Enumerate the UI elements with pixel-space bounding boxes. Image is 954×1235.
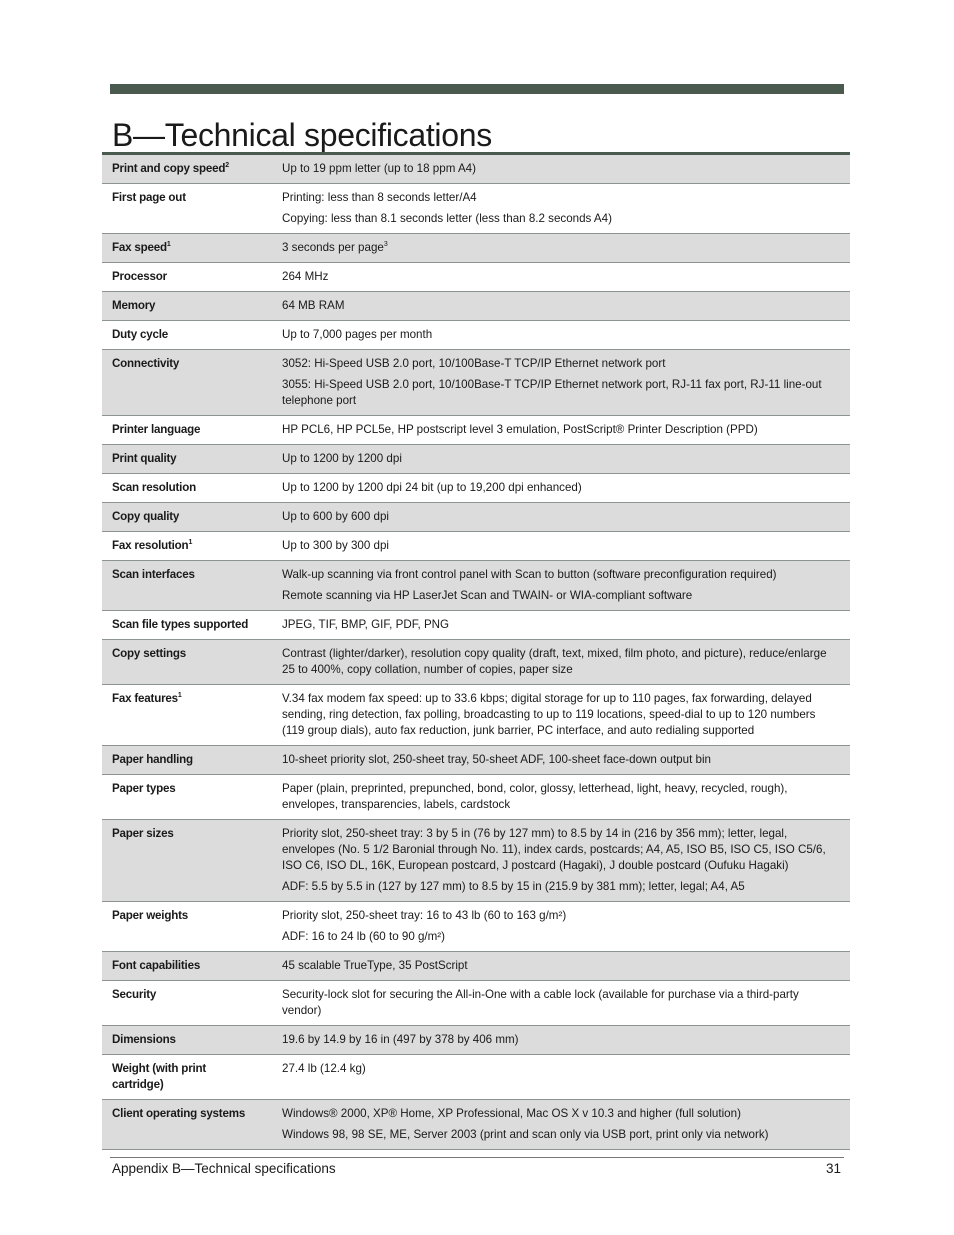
spec-value-text: Up to 1200 by 1200 dpi 24 bit (up to 19,200 dpi enhanced) (282, 481, 582, 494)
spec-value-text: 19.6 by 14.9 by 16 in (497 by 378 by 406 mm) (282, 1033, 519, 1046)
spec-label (102, 640, 266, 685)
footer-section-title: Appendix B—Technical specifications (112, 1161, 336, 1176)
spec-label (102, 820, 266, 902)
spec-value-line (282, 958, 838, 974)
spec-value-line (282, 588, 838, 604)
spec-label (102, 1026, 266, 1055)
spec-row (102, 775, 850, 820)
page-title: B—Technical specifications (112, 117, 492, 154)
spec-value (266, 746, 850, 775)
spec-value (266, 184, 850, 234)
spec-label (102, 350, 266, 416)
spec-value-text: Up to 600 by 600 dpi (282, 510, 389, 523)
spec-label-text: Client operating systems (112, 1107, 246, 1120)
spec-value-text: Up to 7,000 pages per month (282, 328, 433, 341)
spec-label-text: First page out (112, 191, 186, 204)
spec-value-line (282, 480, 838, 496)
spec-value-text: ADF: 5.5 by 5.5 in (127 by 127 mm) to 8.5 by 15 in (215.9 by 381 mm); letter, legal; A4, A5 (282, 880, 745, 893)
spec-value-text: 27.4 lb (12.4 kg) (282, 1062, 366, 1075)
spec-value-text: Security-lock slot for securing the All-in-One with a cable lock (available for purchase via a third-party vendor) (282, 988, 799, 1017)
spec-value-line (282, 567, 838, 583)
spec-row (102, 292, 850, 321)
page-number: 31 (825, 1161, 841, 1176)
spec-row (102, 474, 850, 503)
spec-value-line (282, 781, 838, 813)
spec-row (102, 503, 850, 532)
spec-value-line (282, 377, 838, 409)
footnote-marker: 1 (188, 539, 193, 547)
spec-row (102, 820, 850, 902)
spec-value (266, 503, 850, 532)
spec-label-text: Scan interfaces (112, 568, 195, 581)
spec-value-text: JPEG, TIF, BMP, GIF, PDF, PNG (282, 618, 450, 631)
spec-value-text: Paper (plain, preprinted, prepunched, bond, color, glossy, letterhead, light, heavy, recycled, rough), envelopes, transparencies, labels, cardstock (282, 782, 788, 811)
spec-row (102, 416, 850, 445)
spec-row (102, 263, 850, 292)
spec-value-text: 64 MB RAM (282, 299, 345, 312)
spec-value-line (282, 161, 838, 177)
spec-label-text: Processor (112, 270, 167, 283)
spec-row (102, 981, 850, 1026)
spec-label (102, 561, 266, 611)
spec-label (102, 416, 266, 445)
spec-row (102, 532, 850, 561)
spec-value-text: 10-sheet priority slot, 250-sheet tray, 50-sheet ADF, 100-sheet face-down output bin (282, 753, 711, 766)
spec-value-text: Contrast (lighter/darker), resolution copy quality (draft, text, mixed, film photo, and picture), reduce/enlarge 25 to 400%, copy collation, number of copies, paper size (282, 647, 827, 676)
footer-rule (110, 1157, 844, 1158)
spec-value-text: 264 MHz (282, 270, 329, 283)
spec-row (102, 184, 850, 234)
title-rule (110, 84, 844, 94)
spec-value (266, 532, 850, 561)
spec-value (266, 902, 850, 952)
spec-row (102, 640, 850, 685)
spec-label-text: Paper weights (112, 909, 189, 922)
spec-table-body (102, 154, 850, 1150)
spec-label (102, 952, 266, 981)
spec-label (102, 292, 266, 321)
spec-value-line (282, 617, 838, 633)
spec-label (102, 474, 266, 503)
spec-label (102, 902, 266, 952)
spec-label (102, 1100, 266, 1150)
spec-label-text: Connectivity (112, 357, 180, 370)
spec-row (102, 611, 850, 640)
spec-label (102, 503, 266, 532)
spec-row (102, 445, 850, 474)
spec-value-text: Priority slot, 250-sheet tray: 3 by 5 in (76 by 127 mm) to 8.5 by 14 in (216 by 356 mm); letter, legal, envelopes (No. 5 1/2 Baronial through No. 11), index cards, postcards; A4, A5, ISO B5, ISO C5, ISO C5/6, ISO C6, ISO DL, 16K, European postcard, J postcard (Hagaki), J double postcard (Oufuku Hagaki) (282, 827, 826, 872)
spec-value-line (282, 752, 838, 768)
spec-row (102, 902, 850, 952)
spec-row (102, 746, 850, 775)
spec-row (102, 1026, 850, 1055)
spec-label (102, 184, 266, 234)
spec-value-line (282, 190, 838, 206)
spec-label-text: Duty cycle (112, 328, 168, 341)
spec-value-text: Printing: less than 8 seconds letter/A4 (282, 191, 477, 204)
spec-value (266, 416, 850, 445)
spec-label (102, 685, 266, 746)
spec-value (266, 640, 850, 685)
spec-value-line (282, 646, 838, 678)
spec-label-text: Copy quality (112, 510, 180, 523)
spec-value-line (282, 422, 838, 438)
spec-label-text: Scan file types supported (112, 618, 249, 631)
spec-label-text: Fax speed (112, 241, 167, 254)
spec-value-line (282, 1106, 838, 1122)
spec-label-text: Paper types (112, 782, 176, 795)
spec-value-text: ADF: 16 to 24 lb (60 to 90 g/m²) (282, 930, 446, 943)
spec-value-line (282, 509, 838, 525)
spec-value-text: V.34 fax modem fax speed: up to 33.6 kbps; digital storage for up to 110 pages, fax forwarding, delayed sending, ring detection, fax polling, broadcasting to up to 119 locations, speed-dial to up to 120 numbers (119 group dials), auto fax reduction, junk barrier, PC interface, and auto redialing supported (282, 692, 816, 737)
spec-value-text: Copying: less than 8.1 seconds letter (less than 8.2 seconds A4) (282, 212, 612, 225)
spec-value-line (282, 691, 838, 739)
spec-label-text: Weight (with print cartridge) (112, 1062, 207, 1091)
spec-value (266, 292, 850, 321)
spec-label (102, 154, 266, 184)
spec-label-text: Memory (112, 299, 156, 312)
spec-value-text: 3 seconds per page (282, 241, 384, 254)
spec-label-text: Font capabilities (112, 959, 201, 972)
spec-row (102, 952, 850, 981)
spec-value-line (282, 987, 838, 1019)
spec-value (266, 1055, 850, 1100)
spec-value-text: 3055: Hi-Speed USB 2.0 port, 10/100Base-T TCP/IP Ethernet network port, RJ-11 fax port, RJ-11 line-out telephone port (282, 378, 822, 407)
spec-value (266, 321, 850, 350)
spec-row (102, 1055, 850, 1100)
spec-value (266, 474, 850, 503)
spec-value (266, 685, 850, 746)
spec-value-line (282, 327, 838, 343)
spec-value (266, 154, 850, 184)
spec-label (102, 775, 266, 820)
spec-value-line (282, 240, 838, 256)
spec-row (102, 561, 850, 611)
spec-label-text: Fax features (112, 692, 178, 705)
spec-value-line (282, 1032, 838, 1048)
spec-value-line (282, 538, 838, 554)
spec-label-text: Scan resolution (112, 481, 196, 494)
spec-value-line (282, 269, 838, 285)
spec-value-text: Priority slot, 250-sheet tray: 16 to 43 lb (60 to 163 g/m²) (282, 909, 567, 922)
spec-label (102, 746, 266, 775)
footnote-marker: 1 (166, 241, 171, 249)
spec-label-text: Print quality (112, 452, 177, 465)
spec-value (266, 350, 850, 416)
spec-value (266, 1026, 850, 1055)
spec-value (266, 1100, 850, 1150)
spec-label-text: Printer language (112, 423, 201, 436)
spec-value-text: Windows® 2000, XP® Home, XP Professional, Mac OS X v 10.3 and higher (full solution) (282, 1107, 741, 1120)
spec-value-text: 3052: Hi-Speed USB 2.0 port, 10/100Base-T TCP/IP Ethernet network port (282, 357, 666, 370)
spec-label-text: Print and copy speed (112, 162, 226, 175)
spec-label (102, 445, 266, 474)
spec-value (266, 234, 850, 263)
spec-row (102, 1100, 850, 1150)
spec-value (266, 775, 850, 820)
spec-label-text: Security (112, 988, 157, 1001)
spec-value-text: Up to 300 by 300 dpi (282, 539, 389, 552)
footnote-marker: 2 (225, 162, 229, 170)
spec-value-line (282, 298, 838, 314)
spec-value-line (282, 1127, 838, 1143)
spec-value-line (282, 879, 838, 895)
spec-row (102, 350, 850, 416)
spec-label-text: Dimensions (112, 1033, 176, 1046)
spec-value-text: Up to 1200 by 1200 dpi (282, 452, 402, 465)
spec-value-line (282, 826, 838, 874)
spec-label (102, 532, 266, 561)
spec-value-line (282, 451, 838, 467)
footnote-marker: 3 (383, 241, 388, 249)
spec-label-text: Fax resolution (112, 539, 189, 552)
spec-label-text: Copy settings (112, 647, 187, 660)
spec-value-text: Windows 98, 98 SE, ME, Server 2003 (print and scan only via USB port, print only via network) (282, 1128, 769, 1141)
spec-value (266, 611, 850, 640)
spec-label (102, 234, 266, 263)
spec-label (102, 1055, 266, 1100)
spec-value (266, 263, 850, 292)
spec-value (266, 820, 850, 902)
spec-row (102, 321, 850, 350)
footnote-marker: 1 (177, 692, 182, 700)
spec-row (102, 154, 850, 184)
spec-value-text: Up to 19 ppm letter (up to 18 ppm A4) (282, 162, 476, 175)
spec-label (102, 611, 266, 640)
spec-label-text: Paper handling (112, 753, 193, 766)
spec-value-line (282, 1061, 838, 1077)
spec-label (102, 321, 266, 350)
spec-value-text: Walk-up scanning via front control panel with Scan to button (software preconfiguration required) (282, 568, 777, 581)
spec-label (102, 263, 266, 292)
spec-value (266, 981, 850, 1026)
spec-value-text: 45 scalable TrueType, 35 PostScript (282, 959, 468, 972)
spec-value-line (282, 356, 838, 372)
spec-label-text: Paper sizes (112, 827, 174, 840)
spec-value-text: Remote scanning via HP LaserJet Scan and TWAIN- or WIA-compliant software (282, 589, 693, 602)
spec-row (102, 685, 850, 746)
spec-value (266, 445, 850, 474)
spec-value (266, 561, 850, 611)
spec-value-line (282, 211, 838, 227)
spec-table (102, 152, 850, 1150)
spec-row (102, 234, 850, 263)
spec-label (102, 981, 266, 1026)
spec-value-text: HP PCL6, HP PCL5e, HP postscript level 3 emulation, PostScript® Printer Description (PPD) (282, 423, 758, 436)
spec-value-line (282, 908, 838, 924)
spec-value (266, 952, 850, 981)
spec-value-line (282, 929, 838, 945)
